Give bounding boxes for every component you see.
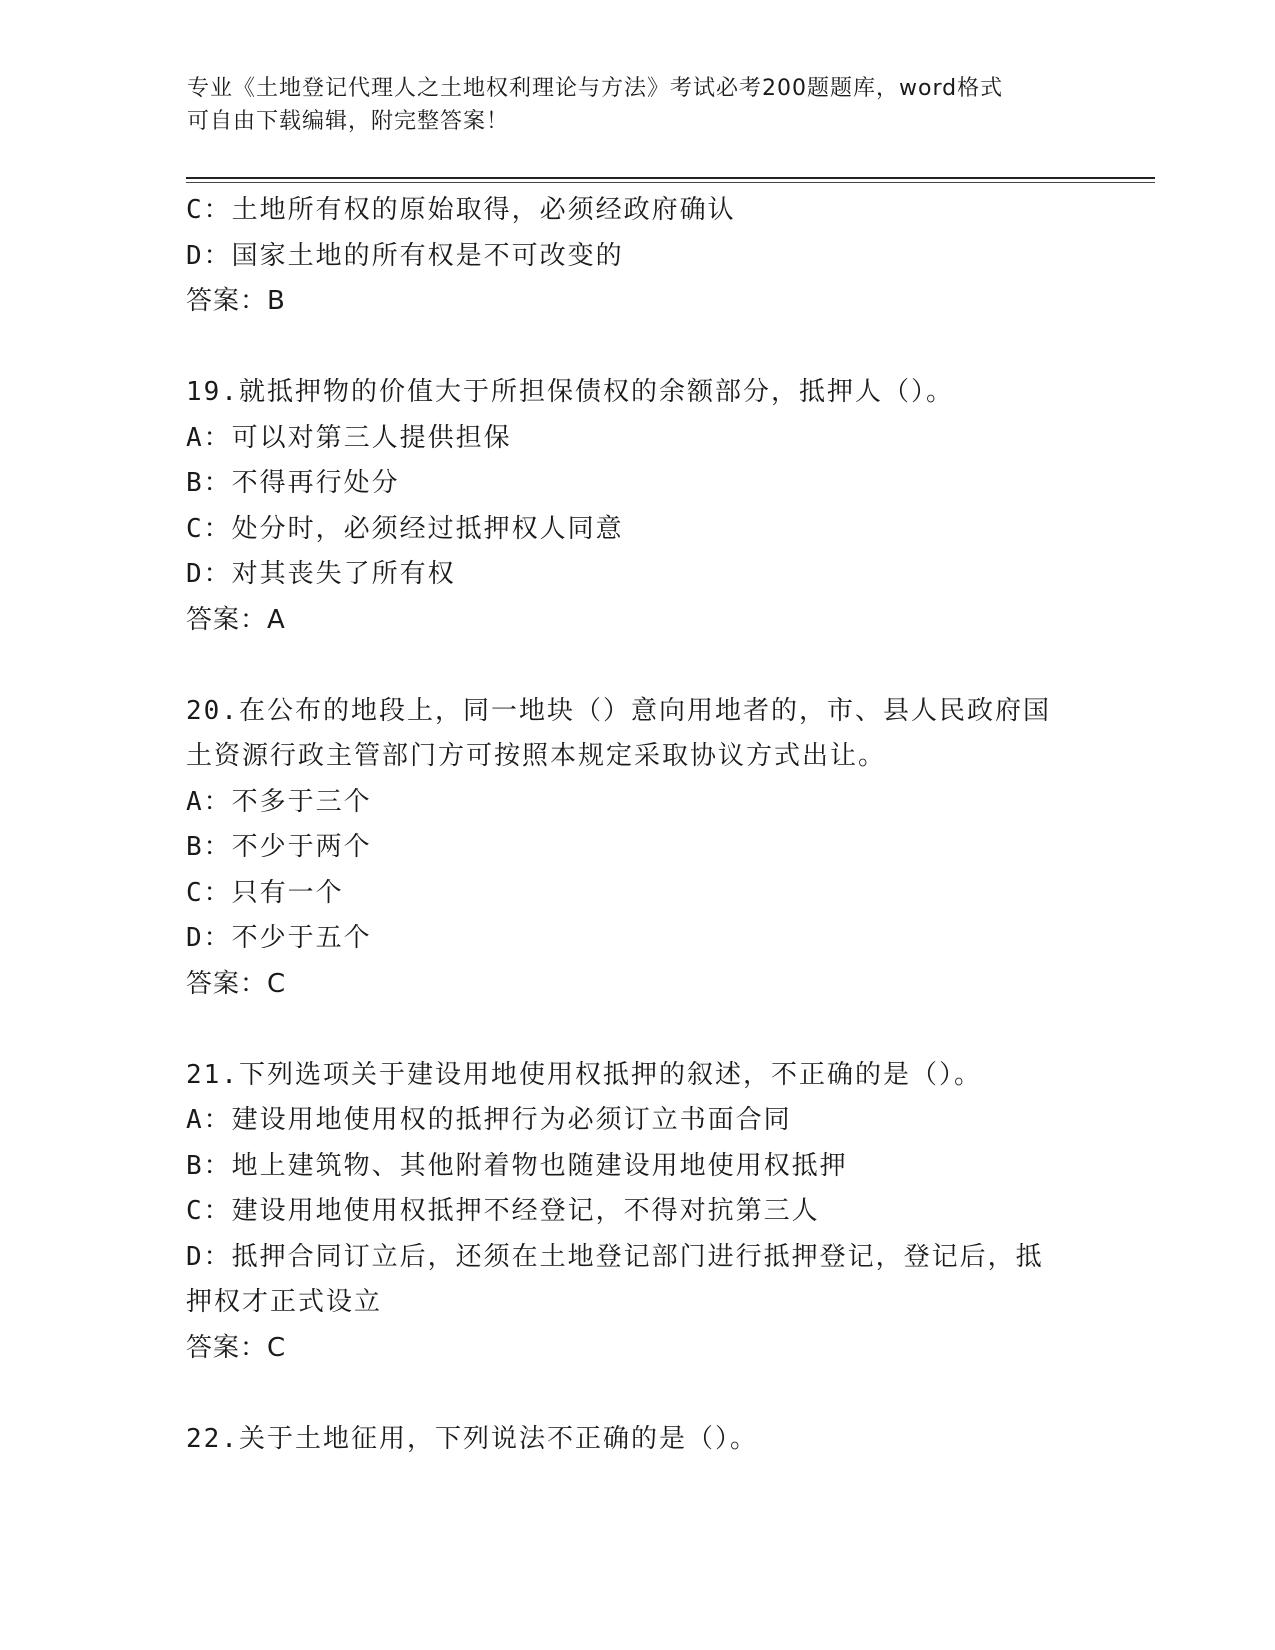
option-d: D：不少于五个 <box>186 923 372 953</box>
option-c: C：土地所有权的原始取得，必须经政府确认 <box>186 195 736 225</box>
document-header <box>187 72 1087 138</box>
option-b: B：不得再行处分 <box>186 468 400 498</box>
option-a: A：不多于三个 <box>186 786 372 817</box>
header-divider-thin <box>186 182 1155 183</box>
answer-line: 答案：B <box>186 286 286 316</box>
question-content <box>186 188 1086 1462</box>
spacer <box>186 1371 1086 1417</box>
question-21-stem: 21.下列选项关于建设用地使用权抵押的叙述，不正确的是（）。 <box>186 1059 982 1090</box>
option-d: D：对其丧失了所有权 <box>186 559 456 589</box>
spacer <box>186 325 1086 371</box>
header-title-line-2: 可自由下载编辑，附完整答案！ <box>187 109 510 134</box>
question-22-stem: 22.关于土地征用，下列说法不正确的是（）。 <box>186 1423 758 1454</box>
answer-line: 答案：A <box>186 604 286 635</box>
option-c: C：建设用地使用权抵押不经登记，不得对抗第三人 <box>186 1196 820 1226</box>
option-b: B：不少于两个 <box>186 832 372 862</box>
spacer <box>186 643 1086 689</box>
option-d-line-1: D：抵押合同订立后，还须在土地登记部门进行抵押登记，登记后，抵 <box>186 1241 1044 1272</box>
option-c: C：处分时，必须经过抵押权人同意 <box>186 513 624 544</box>
option-a: A：建设用地使用权的抵押行为必须订立书面合同 <box>186 1105 792 1135</box>
spacer <box>186 1007 1086 1053</box>
answer-line: 答案：C <box>186 968 287 999</box>
question-20-stem-line-1: 20.在公布的地段上，同一地块（）意向用地者的，市、县人民政府国 <box>186 695 1051 726</box>
option-c: C：只有一个 <box>186 877 344 908</box>
header-title-line-1: 专业《土地登记代理人之土地权利理论与方法》考试必考200题题库，word格式 <box>187 76 1004 101</box>
option-d: D：国家土地的所有权是不可改变的 <box>186 240 624 271</box>
option-a: A：可以对第三人提供担保 <box>186 422 512 453</box>
question-19-stem: 19.就抵押物的价值大于所担保债权的余额部分，抵押人（）。 <box>186 377 954 407</box>
question-20-stem-line-2: 土资源行政主管部门方可按照本规定采取协议方式出让。 <box>186 741 887 771</box>
answer-line: 答案：C <box>186 1332 287 1363</box>
option-b: B：地上建筑物、其他附着物也随建设用地使用权抵押 <box>186 1150 848 1181</box>
option-d-line-2: 押权才正式设立 <box>186 1287 383 1317</box>
header-divider-thick <box>186 177 1155 179</box>
